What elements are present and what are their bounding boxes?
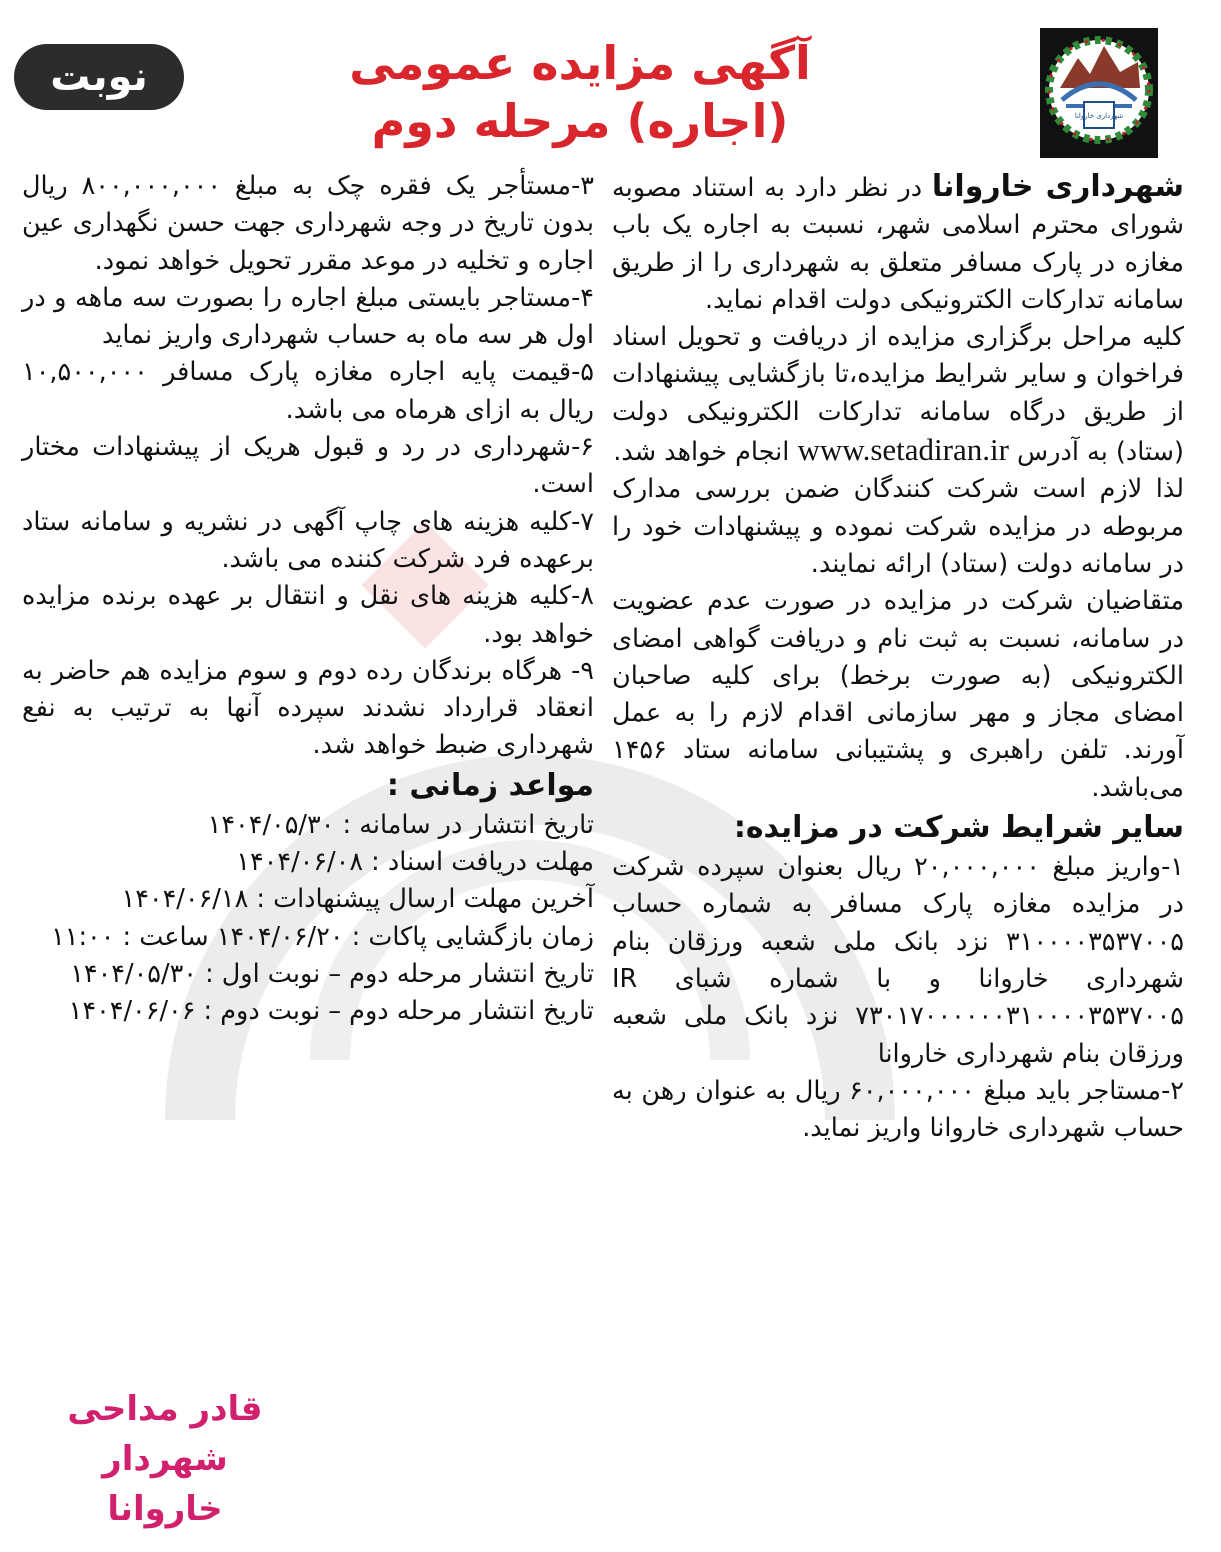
schedule-list — [22, 807, 594, 1031]
condition-item-3: ۳-مستأجر یک فقره چک به مبلغ ۸۰۰,۰۰۰,۰۰۰ ریال بدون تاریخ در وجه شهرداری جهت حسن نگهداری عین اجاره و تخلیه در موعد مقرر تحویل خواهد نمود. — [22, 171, 594, 276]
title-line-1: آگهی مزایده عمومی — [349, 36, 811, 90]
intro-text-1: در نظر دارد به استناد مصوبه شورای محترم اسلامی شهر، نسبت به اجاره یک باب مغازه در پارک مسافر متعلق به شهرداری را از طریق سامانه تدارکات الکترونیکی دولت اقدام نماید. — [612, 173, 1184, 315]
municipality-logo — [1040, 28, 1158, 158]
schedule-heading: مواعد زمانی : — [386, 767, 594, 803]
schedule-item: تاریخ انتشار مرحله دوم – نوبت دوم : ۱۴۰۴/۰۶/۰۶ — [68, 996, 594, 1027]
intro-text-2a: کلیه مراحل برگزاری مزایده از دریافت و تحویل اسناد فراخوان و سایر شرایط مزایده،تا بازگشایی پیشنهادات از طریق درگاه سامانه تدارکات الکترونیکی دولت (ستاد) به آدرس — [612, 322, 1184, 468]
page-title — [280, 34, 880, 150]
condition-item-7: ۷-کلیه هزینه های چاپ آگهی در نشریه و سامانه ستاد برعهده فرد شرکت کننده می باشد. — [22, 506, 594, 574]
left-column — [22, 168, 594, 1031]
setadiran-link[interactable]: www.setadiran.ir — [797, 432, 1009, 468]
condition-item-4: ۴-مستاجر بایستی مبلغ اجاره را بصورت سه ماهه و در اول هر سه ماه به حساب شهرداری واریز نماید — [22, 282, 594, 351]
intro-paragraph-1 — [612, 168, 1184, 319]
condition-item-6: ۶-شهرداری در رد و قبول هریک از پیشنهادات مختار است. — [22, 432, 594, 500]
schedule-item: زمان بازگشایی پاکات : ۱۴۰۴/۰۶/۲۰ ساعت : ۱۱:۰۰ — [51, 921, 594, 952]
condition-item-9: ۹- هرگاه برندگان رده دوم و سوم مزایده هم حاضر به انعقاد قرارداد نشدند سپرده آنها به ترتیب به نفع شهرداری ضبط خواهد شد. — [22, 655, 594, 761]
schedule-item: آخرین مهلت ارسال پیشنهادات : ۱۴۰۴/۰۶/۱۸ — [121, 884, 594, 915]
round-badge: نوبت دوم — [14, 44, 184, 110]
condition-item-5: ۵-قیمت پایه اجاره مغازه پارک مسافر ۱۰,۵۰۰,۰۰۰ ریال به ازای هرماه می باشد. — [22, 357, 594, 425]
intro-text-2b: انجام خواهد شد. — [613, 437, 790, 468]
schedule-item: تاریخ انتشار مرحله دوم – نوبت اول : ۱۴۰۴/۰۵/۳۰ — [70, 958, 594, 989]
condition-item-2: ۲-مستاجر باید مبلغ ۶۰,۰۰۰,۰۰۰ ریال به عنوان رهن به حساب شهرداری خاروانا واریز نماید. — [612, 1075, 1184, 1144]
condition-item-8: ۸-کلیه هزینه های نقل و انتقال بر عهده برنده مزایده خواهد بود. — [22, 581, 594, 649]
signature-block — [40, 1384, 290, 1534]
logo-emblem-icon — [1040, 28, 1158, 158]
organization-name: شهرداری خاروانا — [931, 169, 1185, 204]
intro-paragraph-2 — [612, 319, 1184, 471]
intro-paragraph-4: متقاضیان شرکت در مزایده در صورت عدم عضویت در سامانه، نسبت به ثبت نام و دریافت گواهی امضای الکترونیکی (به صورت برخط) برای کلیه صاحبان امضای مجاز و مهر سازمانی اقدام لازم را به عمل آورند. تلفن راهبری و پشتیبانی سامانه ستاد ۱۴۵۶ می‌باشد. — [612, 586, 1184, 803]
signer-name: قادر مداحی — [67, 1389, 263, 1429]
intro-paragraph-3: لذا لازم است شرکت کنندگان ضمن بررسی مدارک مربوطه در مزایده شرکت نموده و پیشنهادات خود را در سامانه دولت (ستاد) ارائه نمایند. — [612, 474, 1184, 579]
conditions-heading: سایر شرایط شرکت در مزایده: — [733, 810, 1184, 846]
svg-text:شهرداری خاروانا: شهرداری خاروانا — [1074, 112, 1124, 120]
title-line-2: (اجاره) مرحله دوم — [371, 94, 789, 148]
condition-item-1: ۱-واریز مبلغ ۲۰,۰۰۰,۰۰۰ ریال بعنوان سپرده شرکت در مزایده مغازه پارک مسافر به شماره حساب ۳۱۰۰۰۰۳۵۳۷۰۰۵ نزد بانک ملی شعبه ورزقان بنام شهرداری خاروانا و با شماره شبای IR ۷۳۰۱۷۰۰۰۰۰۰۳۱۰۰۰۰۳۵۳۷۰۰۵ نزد بانک ملی شعبه ورزقان بنام شهرداری خاروانا — [612, 852, 1184, 1069]
right-column — [612, 168, 1184, 1147]
schedule-item: تاریخ انتشار در سامانه : ۱۴۰۴/۰۵/۳۰ — [207, 809, 594, 840]
signer-role: شهردار خاروانا — [102, 1439, 228, 1529]
schedule-item: مهلت دریافت اسناد : ۱۴۰۴/۰۶/۰۸ — [236, 847, 594, 878]
